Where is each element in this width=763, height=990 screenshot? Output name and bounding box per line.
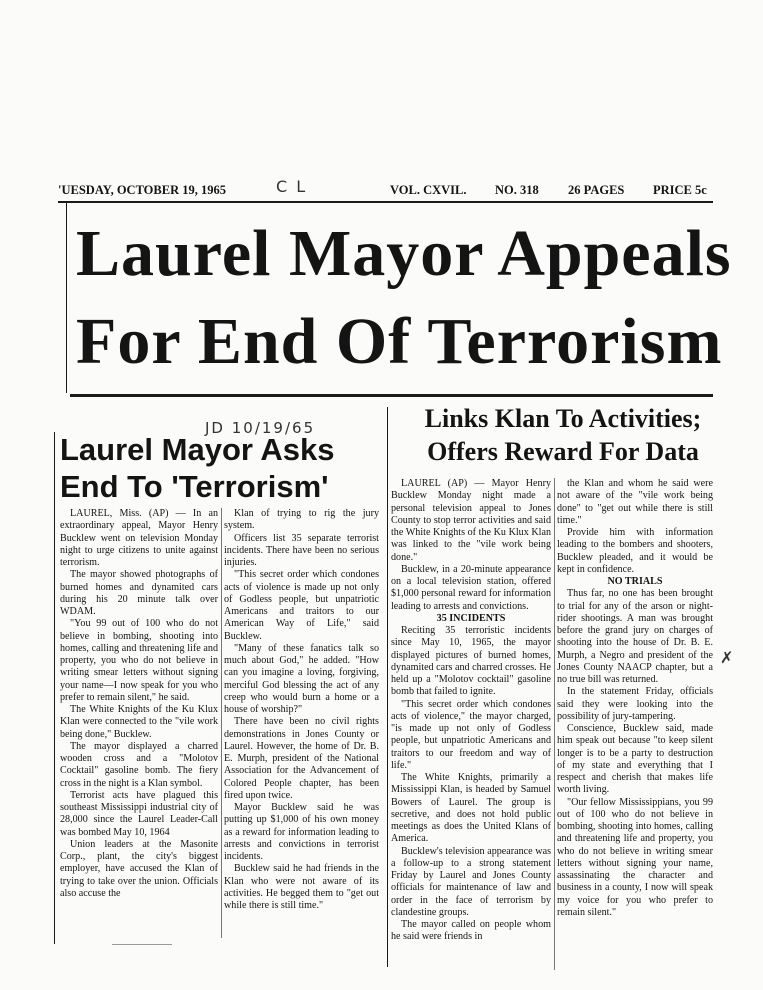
headline-line-2: For End Of Terrorism [76,305,723,378]
article-paragraph: Reciting 35 terroristic incidents since May 10, 1965, the mayor displayed pictures of burned homes, dynamited cars and charred crosses. He held up a "Molotov cocktail" gasoline bomb that failed to ignite. [391,625,551,698]
issue-number: NO. 318 [495,183,539,197]
masthead-rule [58,201,713,203]
article-paragraph: Bucklew's television appearance was a follow-up to a strong statement Friday by Laurel and Jones County officials for maintenance of law and order in the face of terrorism by clandestine groups. [391,845,551,918]
article-paragraph: Bucklew said he had friends in the Klan who were not aware of its activities. He begged them to "get out while there is still time." [224,863,379,911]
article-paragraph: Thus far, no one has been brought to trial for any of the arson or night-rider shootings. A man was brought before the grand jury on charges of shooting into the house of Dr. B. E. Murph, a Negro and president of the Jones County NAACP chapter, but a no true bill was returned. [557,588,713,685]
main-story-column-2 [557,478,713,919]
volume-number: VOL. CXVIL. [390,183,467,197]
subhead: NO TRIALS [607,576,663,587]
article-paragraph: Officers list 35 separate terrorist incidents. There have been no serious injuries. [224,532,379,568]
side-headline-line-2: End To 'Terrorism' [60,468,329,504]
subhead: 35 INCIDENTS [436,612,506,624]
article-paragraph: There have been no civil rights demonstrations in Jones County or Laurel. However, the home of Dr. B. E. Murph, president of the National Association for the Advancement of Colored People chapter, has been fired upon twice. [224,716,379,801]
side-story-left-rule [54,432,55,944]
margin-check-mark: ✗ [720,648,734,667]
story-deck [398,403,728,468]
story-divider [387,407,388,967]
headline-left-rule [66,203,67,393]
deck-line-1: Links Klan To Activities; [424,404,702,433]
main-column-divider [554,478,555,970]
page-count: 26 PAGES [568,183,625,197]
price: PRICE 5c [653,183,707,197]
side-column-divider [221,508,222,938]
article-paragraph: Provide him with information leading to the bombers and shooters, Bucklew pleaded, and it would be kept in confidence. [557,527,713,575]
article-paragraph: "You 99 out of 100 who do not believe in bombing, shooting into homes, calling and threatening life and property, you who do not believe in writing smear letters without signing your name—I now speak for you who prefer to remain silent," he said. [60,618,218,703]
article-paragraph: The mayor displayed a charred wooden cross and a "Molotov Cocktail" gasoline bomb. The fiery cross in the night is a Klan symbol. [60,740,218,789]
article-paragraph: LAUREL, Miss. (AP) — In an extraordinary appeal, Mayor Henry Bucklew went on television Monday night to urge citizens to unite against terrorism. [60,508,218,568]
article-paragraph: The White Knights of the Ku Klux Klan were connected to the "vile work being done," Bucklew. [60,704,218,740]
article-paragraph: Terrorist acts have plagued this southeast Mississippi industrial city of 28,000 since the Laurel Leader-Call was bombed May 10, 1964 [60,789,218,838]
article-paragraph: "This secret order which condones acts of violence is made up not only of Godless people, but unpatriotic Americans and traitors to our American Way of Life," said Bucklew. [224,569,379,642]
headline-line-1: Laurel Mayor Appeals [76,217,732,290]
article-paragraph: The White Knights, primarily a Mississippi Klan, is headed by Samuel Bowers of Laurel. The group is secretive, and does not hold public meetings as does the United Klans of America. [391,772,551,845]
article-paragraph: Union leaders at the Masonite Corp., plant, the city's biggest employer, have accused the Klan of trying to take over the union. Officials also accuse the [60,838,218,899]
article-paragraph: "Our fellow Mississippians, you 99 out of 100 who do not believe in bombing, shooting into homes, calling and threatening life and property, you who do not believe in writing smear letters without signing your name, assassinating the character and business in a county, I now will speak my voice for you who prefer to remain silent." [557,796,713,918]
article-paragraph: "This secret order which condones acts of violence," the mayor charged, "is made up not only of Godless people, but unpatriotic Americans and traitors to our freedom and way of life." [391,698,551,771]
article-paragraph: Bucklew, in a 20-minute appearance on a local television station, offered $1,000 personal reward for information leading to arrests and convictions. [391,563,551,612]
side-story-headline [60,432,380,505]
deck-line-2: Offers Reward For Data [427,436,699,466]
article-paragraph: the Klan and whom he said were not aware of the "vile work being done" to "get out while there is still time." [557,478,713,526]
side-story-column-1 [60,508,218,900]
handwritten-annotation: JD 10/19/65 [205,419,316,437]
side-story-end-mark [112,944,172,945]
article-paragraph: Mayor Bucklew said he was putting up $1,000 of his own money as a reward for information leading to arrests and convictions in terrorist incidents. [224,802,379,862]
article-paragraph: Conscience, Bucklew said, made him speak out because "to keep silent longer is to be a party to destruction of my state and everything that I respect and cherish that makes life worth living. [557,723,713,796]
article-paragraph: "Many of these fanatics talk so much about God," he added. "How can you imagine a loving, forgiving, merciful God blessing the act of any creep who would burn a home or a house of worship?" [224,642,379,715]
article-paragraph: LAUREL (AP) — Mayor Henry Bucklew Monday night made a personal television appeal to Jones County to stop terror activities and said the White Knights of the Ku Klux Klan was linked to the "vile work being done." [391,478,551,563]
article-paragraph: The mayor showed photographs of burned homes and dynamited cars during his 20 minute talk over WDAM. [60,569,218,617]
article-paragraph: The mayor called on people whom he said were friends in [391,919,551,943]
main-story-column-1 [391,478,551,944]
side-story-column-2 [224,508,379,912]
article-paragraph: In the statement Friday, officials said they were looking into the possibility of jury-tampering. [557,686,713,722]
side-headline-line-1: Laurel Mayor Asks [60,432,335,467]
masthead [58,177,713,203]
handwritten-mark: C L [276,177,308,196]
article-paragraph: Klan of trying to rig the jury system. [224,508,379,532]
issue-date: 'UESDAY, OCTOBER 19, 1965 [58,183,226,197]
headline-rule [70,394,713,397]
